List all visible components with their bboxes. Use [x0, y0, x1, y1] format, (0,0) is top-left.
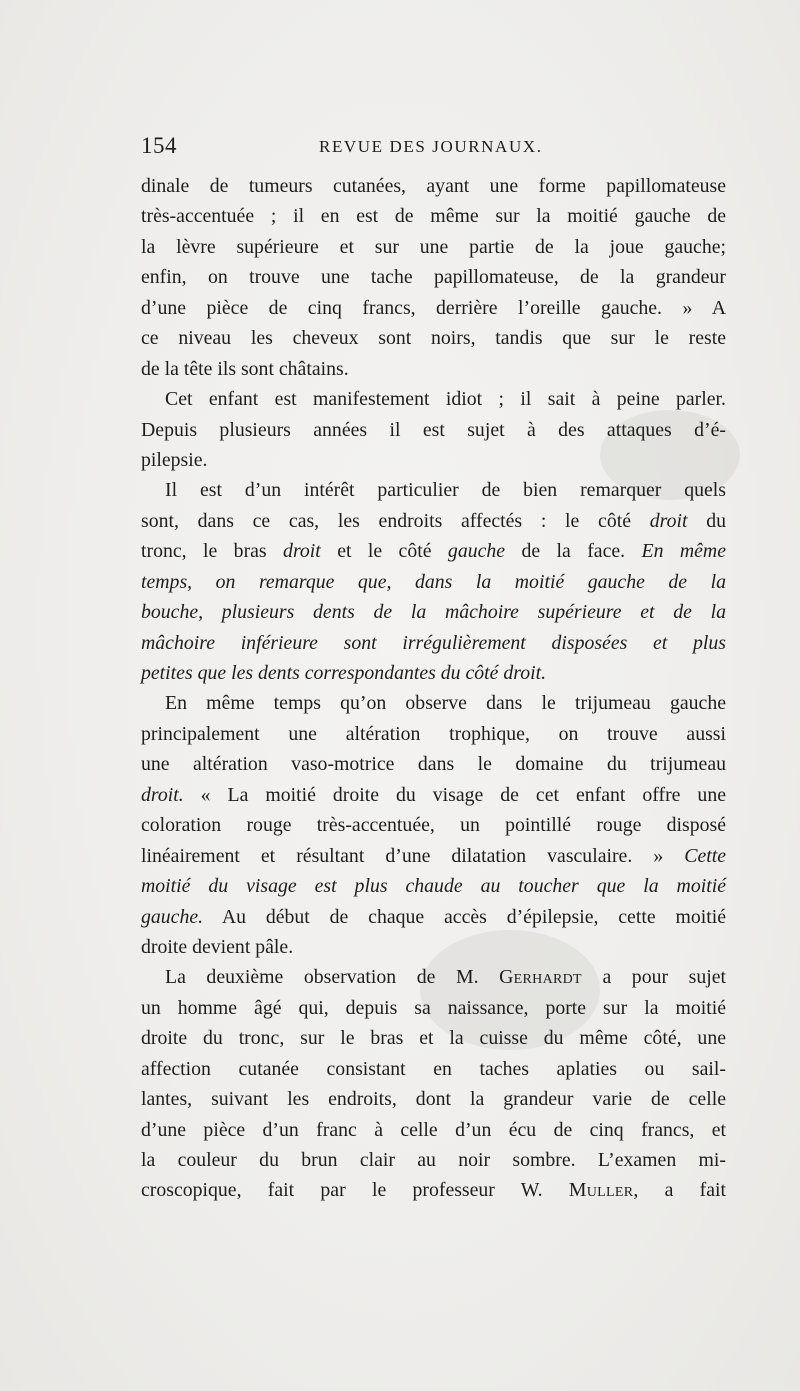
italic-emphasis: droit.	[141, 783, 184, 806]
text-line: de la tête ils sont châtains.	[141, 357, 349, 380]
text-line: principalement une altération trophique, on trouve aussi	[141, 722, 726, 745]
text-line: la lèvre supérieure et sur une partie de la joue gauche;	[141, 235, 726, 258]
paragraph-4	[141, 688, 726, 962]
text-line: coloration rouge très-accentuée, un pointillé rouge disposé	[141, 814, 726, 837]
text-segment: La deuxième observation de M.	[165, 966, 500, 989]
text-line: lantes, suivant les endroits, dont la grandeur varie de celle	[141, 1088, 726, 1111]
text-line: Depuis plusieurs années il est sujet à des attaques d’é-	[141, 418, 726, 441]
text-segment: et le côté	[320, 540, 448, 563]
text-line: droite devient pâle.	[141, 935, 294, 958]
text-line: la couleur du brun clair au noir sombre. L’examen mi-	[141, 1149, 726, 1171]
author-name: Muller	[568, 1179, 634, 1202]
text-segment: de la face.	[505, 540, 642, 563]
text-line: affection cutanée consistant en taches aplaties ou sail-	[141, 1057, 726, 1080]
italic-emphasis: droit	[283, 540, 321, 563]
text-segment: , a fait	[633, 1179, 726, 1202]
text-line: Il est d’un intérêt particulier de bien remarquer quels	[165, 479, 726, 502]
text-line	[141, 962, 726, 992]
italic-emphasis: gauche	[447, 540, 506, 563]
text-segment: linéairement et résultant d’une dilatation vasculaire. »	[141, 844, 685, 867]
text-line: Cet enfant est manifestement idiot ; il sait à peine parler.	[165, 388, 726, 411]
text-line: un homme âgé qui, depuis sa naissance, porte sur la moitié	[141, 996, 726, 1019]
text-line	[141, 1175, 726, 1205]
paragraph-3	[141, 475, 726, 688]
italic-line: temps, on remarque que, dans la moitié gauche de la	[141, 570, 726, 593]
text-segment: « La moitié droite du visage de cet enfant offre une	[183, 783, 726, 806]
text-segment: tronc, le bras	[141, 540, 284, 563]
paragraph-5	[141, 962, 726, 1206]
text-line: d’une pièce d’un franc à celle d’un écu de cinq francs, et	[141, 1118, 726, 1141]
italic-line: petites que les dents correspondantes du côté droit.	[141, 662, 547, 684]
paragraph-2	[141, 384, 726, 475]
italic-emphasis: En même	[641, 540, 726, 563]
page-header	[141, 133, 726, 165]
text-line: enfin, on trouve une tache papillomateuse, de la grandeur	[141, 266, 726, 289]
text-line	[141, 902, 726, 932]
italic-line: mâchoire inférieure sont irrégulièrement disposées et plus	[141, 631, 726, 654]
text-line: une altération vaso-motrice dans le domaine du trijumeau	[141, 753, 726, 776]
text-segment: du	[687, 509, 726, 532]
italic-emphasis: Cette	[684, 844, 726, 867]
text-line: ce niveau les cheveux sont noirs, tandis que sur le reste	[141, 327, 726, 350]
author-name: Gerhardt	[499, 966, 582, 989]
text-segment: croscopique, fait par le professeur W.	[141, 1179, 569, 1202]
text-line	[141, 506, 726, 536]
page-number: 154	[141, 133, 177, 158]
italic-line: moitié du visage est plus chaude au toucher que la moitié	[141, 875, 726, 898]
text-line: pilepsie.	[141, 448, 208, 471]
italic-line: bouche, plusieurs dents de la mâchoire supérieure et de la	[141, 601, 726, 624]
text-line: d’une pièce de cinq francs, derrière l’oreille gauche. » A	[141, 296, 726, 319]
body-text	[141, 171, 726, 1206]
text-line: droite du tronc, sur le bras et la cuisse du même côté, une	[141, 1027, 726, 1050]
running-title: REVUE DES JOURNAUX.	[319, 137, 543, 156]
text-line	[141, 841, 726, 871]
text-segment: sont, dans ce cas, les endroits affectés : le côté	[141, 509, 650, 532]
text-segment: Au début de chaque accès d’épilepsie, cette moitié	[203, 905, 726, 928]
text-line: dinale de tumeurs cutanées, ayant une forme papillomateuse	[141, 175, 726, 197]
italic-emphasis: droit	[649, 509, 688, 532]
italic-emphasis: gauche.	[141, 905, 204, 928]
text-line	[141, 780, 726, 810]
paragraph-1	[141, 171, 726, 384]
text-segment: a pour sujet	[581, 966, 726, 989]
text-line: très-accentuée ; il en est de même sur la moitié gauche de	[141, 205, 726, 228]
text-line	[141, 536, 726, 566]
text-line: En même temps qu’on observe dans le trijumeau gauche	[165, 692, 726, 715]
